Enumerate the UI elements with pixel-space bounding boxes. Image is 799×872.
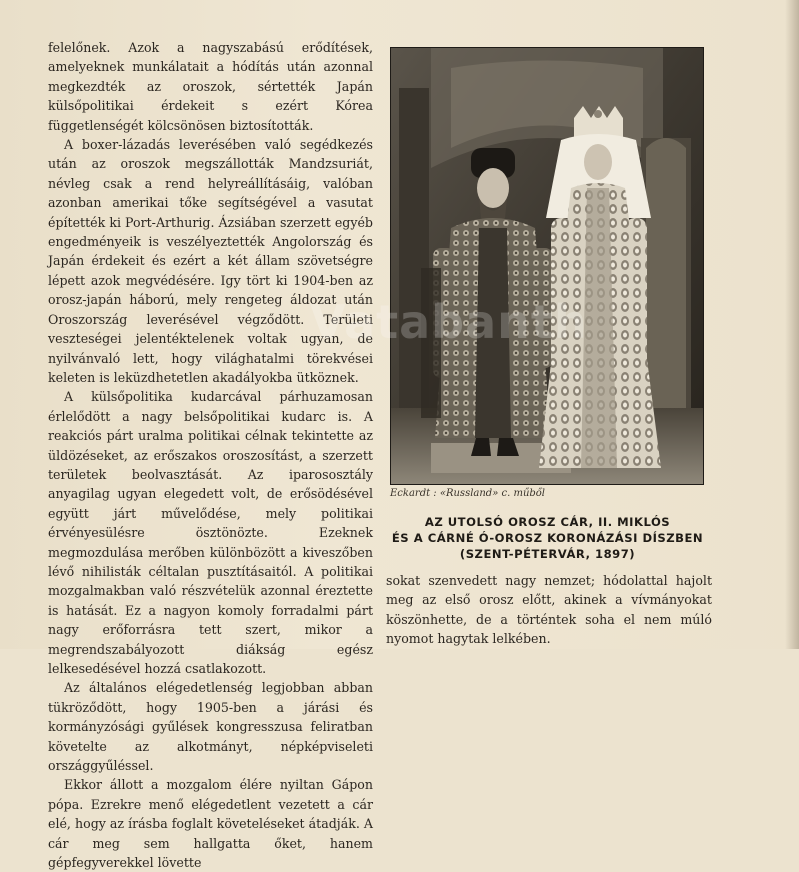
page-edge-shadow <box>785 0 799 649</box>
paragraph-3: A külsőpolitika kudarcával párhuzamosan érlelődött a nagy belsőpolitikai kudarc is. A reakciós párt uralma politikai célnak tekintette az üldözéseket, az erőszakos oroszosítást, a szerzett területek beolvasztását. Az iparososztály anyagilag ugyan elegedett volt, de erősödésével együtt járt művelődése, mely politikai érvényesülésre ösztönözte. Ezeknek megmozdulása merőben különbözött a kiveszőben lévő nihilisták céltalan pusztításaitól. A politikai mozgalmakban való részvételük azonnal éreztette is hatását. Ez a nagyon komoly forradalmi párt nagy erőforrásra tett szert, mikor a megrendszabályozott diákság egész lelkesedésével hozzá csatlakozott. <box>48 389 373 676</box>
coronation-photograph <box>390 47 704 485</box>
paragraph-1: felelőnek. Azok a nagyszabású erődítések, amelyeknek munkálatait a hódítás után azonnal megkezdték az oroszok, sértették Japán külsőpolitikai érdekeit s ezért Kórea függetlenségét kölcsönösen biztosították. <box>48 40 373 133</box>
right-text-column <box>386 571 712 649</box>
right-paragraph-1: sokat szenvedett nagy nemzet; hódolattal hajolt meg az első orosz előtt, akinek a vívmányokat köszönhette, de a történtek soha el nem múló nyomot hagytak lelkében. <box>386 573 712 647</box>
figure-caption <box>385 514 710 562</box>
paragraph-4: Az általános elégedetlenség legjobban abban tükröződött, hogy 1905-ben a járási és kormányzósági gyűlések kongresszusa feliratban követelte az alkotmányt, népképviseleti országgyűléssel. <box>48 680 373 774</box>
caption-line-1: AZ UTOLSÓ OROSZ CÁR, II. MIKLÓS <box>424 515 671 529</box>
photo-illustration <box>391 48 703 484</box>
paragraph-2: A boxer-lázadás leverésében való segédkezés után az oroszok megszállották Mandzsuriát, névleg csak a rend helyreállításáig, valóban azonban amerikai tőke segítségével a vasutat építették ki Port-Arthurig. Ázsiában szerzett egyéb engedményeik is veszélyeztették Angolország és Japán érdekeit és ezért a két állam szövetségre lépett azok megvédésére. Igy tört ki 1904-ben az orosz-japán háború, mely rengeteg áldozat után Oroszország leverésével végződött. Területi veszteségei jelentéktelenek voltak ugyan, de nyilvánvaló lett, hogy világhatalmi törekvései keleten is leküzdhetetlen akadályokba ütköznek. <box>48 137 373 385</box>
photo-credit: Eckardt : «Russland» c. műből <box>390 488 545 499</box>
caption-line-2: ÉS A CÁRNÉ Ó-OROSZ KORONÁZÁSI DÍSZBEN <box>391 531 704 545</box>
paragraph-5: Ekkor állott a mozgalom élére nyiltan Gápon pópa. Ezrekre menő elégedetlent vezetett a cár elé, hogy az írásba foglalt követeléseket átadják. A cár meg sem hallgatta őket, hanem gépfegyverekkel lövette <box>48 777 373 871</box>
watermark: Vatabanth <box>310 295 588 349</box>
left-text-column <box>48 38 373 872</box>
caption-line-3: (SZENT-PÉTERVÁR, 1897) <box>459 547 636 561</box>
